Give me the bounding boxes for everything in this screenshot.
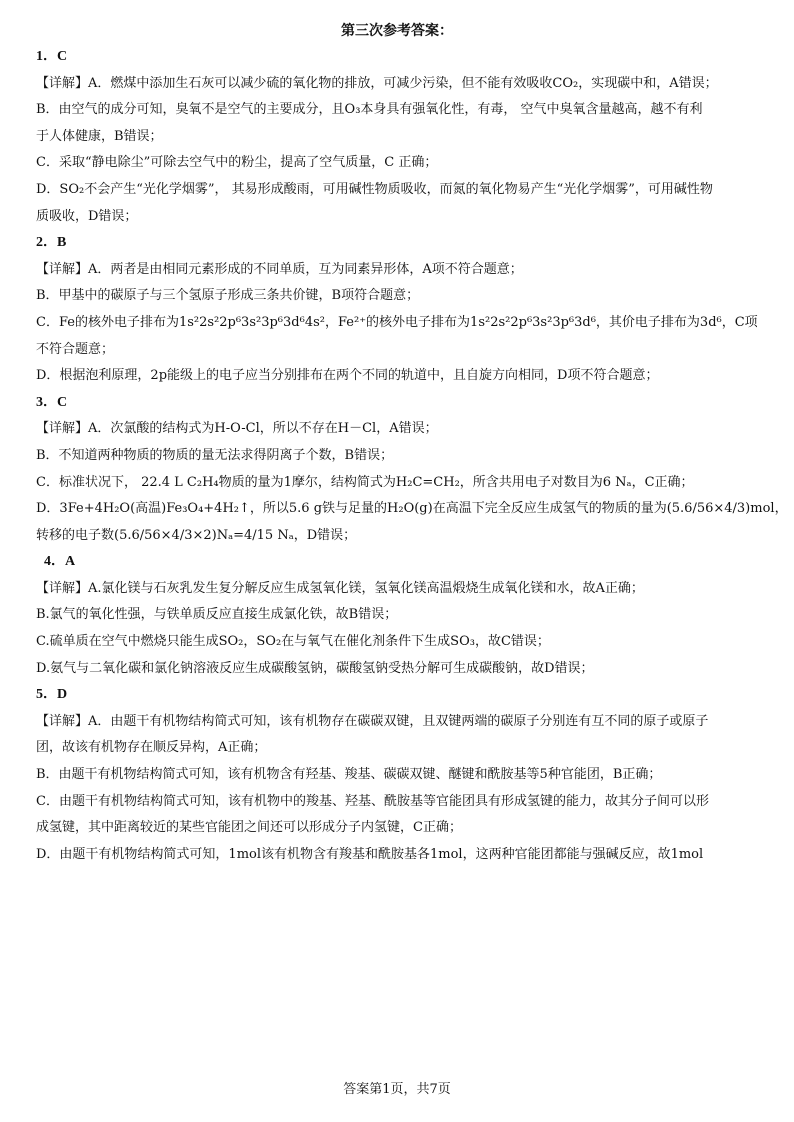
answer-heading: 4．A bbox=[44, 554, 76, 570]
explanation-line: D．SO₂不会产生“光化学烟雾”， 其易形成酸雨，可用碱性物质吸收，而氮的氧化物易产生“光化学烟雾”，可用碱性物 bbox=[36, 181, 713, 197]
explanation-line: 【详解】A．次氯酸的结构式为H-O-Cl，所以不存在H－Cl，A错误； bbox=[36, 421, 438, 437]
answer-heading: 5．D bbox=[36, 687, 68, 703]
explanation-line: 成氢键，其中距离较近的某些官能团之间还可以形成分子内氢键，C正确； bbox=[36, 820, 462, 836]
answer-heading: 2．B bbox=[36, 235, 67, 251]
explanation-line: C．由题干有机物结构简式可知，该有机物中的羧基、羟基、酰胺基等官能团具有形成氢键的能力，故其分子间可以形 bbox=[36, 793, 709, 809]
explanation-line: B．甲基中的碳原子与三个氢原子形成三条共价键，B项符合题意； bbox=[36, 288, 420, 304]
page-footer: 答案第1页，共7页 bbox=[343, 1082, 451, 1097]
explanation-line: B.氯气的氧化性强，与铁单质反应直接生成氯化铁，故B错误； bbox=[36, 607, 398, 623]
answer-heading: 3．C bbox=[36, 394, 68, 410]
explanation-line: C．采取“静电除尘”可除去空气中的粉尘，提高了空气质量，C 正确； bbox=[36, 155, 438, 171]
explanation-line: C．Fe的核外电子排布为1s²2s²2p⁶3s²3p⁶3d⁶4s²，Fe²⁺的核外电子排布为1s²2s²2p⁶3s²3p⁶3d⁶，其价电子排布为3d⁶，C项 bbox=[36, 314, 758, 330]
explanation-line: 质吸收，D错误； bbox=[36, 208, 138, 224]
page-title: 第三次参考答案： bbox=[341, 23, 453, 39]
explanation-line: 【详解】A．两者是由相同元素形成的不同单质，互为同素异形体，A项不符合题意； bbox=[36, 261, 523, 277]
explanation-line: 【详解】A．由题干有机物结构简式可知，该有机物存在碳碳双键，且双键两端的碳原子分别连有互不同的原子或原子 bbox=[36, 713, 709, 729]
explanation-line: 【详解】A.氯化镁与石灰乳发生复分解反应生成氢氧化镁，氢氧化镁高温煅烧生成氧化镁和水，故A正确； bbox=[36, 580, 644, 596]
explanation-line: D．3Fe+4H₂O(高温)Fe₃O₄+4H₂↑，所以5.6 g铁与足量的H₂O(g)在高温下完全反应生成氢气的物质的量为(5.6/56×4/3)mol， bbox=[36, 501, 788, 517]
explanation-line: 团，故该有机物存在顺反异构，A正确； bbox=[36, 740, 267, 756]
explanation-line: D．由题干有机物结构简式可知，1mol该有机物含有羧基和酰胺基各1mol，这两种官能团都能与强碱反应，故1mol bbox=[36, 846, 704, 862]
explanation-line: B．不知道两种物质的物质的量无法求得阴离子个数，B错误； bbox=[36, 447, 394, 463]
explanation-line: C.硫单质在空气中燃烧只能生成SO₂，SO₂在与氧气在催化剂条件下生成SO₃，故C错误； bbox=[36, 634, 550, 650]
explanation-line: 于人体健康，B错误； bbox=[36, 128, 163, 144]
explanation-line: D.氨气与二氧化碳和氯化钠溶液反应生成碳酸氢钠，碳酸氢钠受热分解可生成碳酸钠，故D错误； bbox=[36, 660, 594, 676]
answer-content bbox=[36, 44, 788, 868]
explanation-line: 转移的电子数(5.6/56×4/3×2)Nₐ=4/15 Nₐ，D错误； bbox=[36, 527, 357, 543]
explanation-line: B．由题干有机物结构简式可知，该有机物含有羟基、羧基、碳碳双键、醚键和酰胺基等5种官能团，B正确； bbox=[36, 767, 662, 783]
explanation-line: D．根据泡利原理，2p能级上的电子应当分别排布在两个不同的轨道中，且自旋方向相同，D项不符合题意； bbox=[36, 368, 659, 384]
explanation-line: B．由空气的成分可知，臭氧不是空气的主要成分，且O₃本身具有强氧化性，有毒， 空气中臭氧含量越高，越不有利 bbox=[36, 102, 703, 118]
explanation-line: C．标准状况下， 22.4 L C₂H₄物质的量为1摩尔，结构简式为H₂C=CH₂，所含共用电子对数目为6 Nₐ，C正确； bbox=[36, 474, 694, 490]
explanation-line: 【详解】A．燃煤中添加生石灰可以减少硫的氧化物的排放，可减少污染，但不能有效吸收CO₂，实现碳中和，A错误； bbox=[36, 75, 718, 91]
answer-heading: 1．C bbox=[36, 49, 68, 64]
explanation-line: 不符合题意； bbox=[36, 341, 115, 357]
